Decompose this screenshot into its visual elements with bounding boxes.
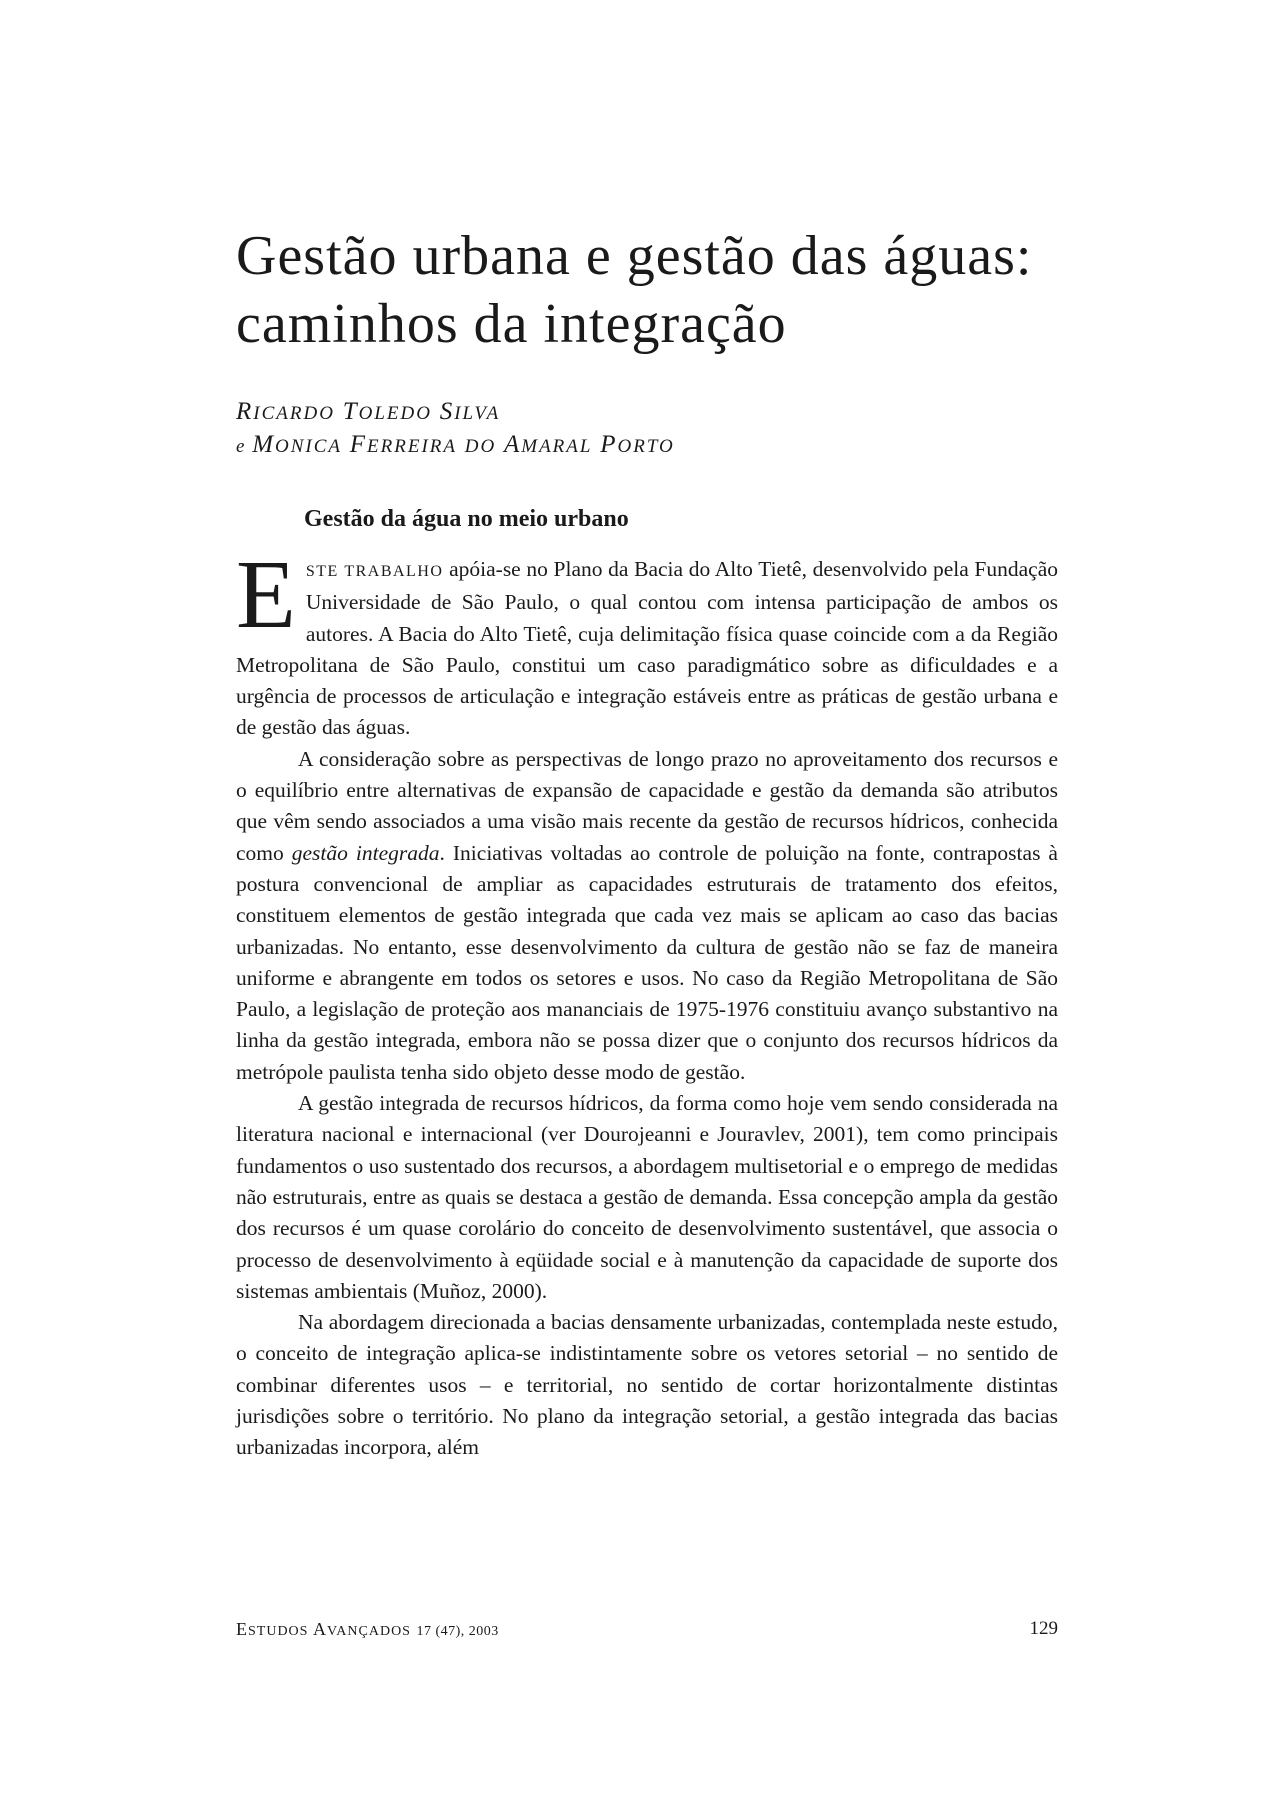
drop-cap: E bbox=[236, 541, 296, 649]
article-content bbox=[236, 222, 1058, 1464]
paragraph-4: Na abordagem direcionada a bacias densamente urbanizadas, contemplada neste estudo, o conceito de integração aplica-se indistintamente sobre os vetores setorial – no sentido de combinar diferentes usos – e territorial, no sentido de cortar horizontalmente distintas jurisdições sobre o território. No plano da integração setorial, a gestão integrada das bacias urbanizadas incorpora, além bbox=[236, 1310, 1058, 1460]
article-title bbox=[236, 222, 1058, 358]
title-line-1: Gestão urbana e gestão das águas: bbox=[236, 225, 1033, 287]
italic-term: gestão integrada bbox=[291, 840, 440, 865]
author-1: RICARDO TOLEDO SILVA bbox=[236, 398, 501, 425]
title-line-2: caminhos da integração bbox=[236, 293, 787, 355]
page-footer bbox=[236, 1614, 1058, 1644]
paragraph-1: ESTE TRABALHO apóia-se no Plano da Bacia do Alto Tietê, desenvolvido pela Fundação Universidade de São Paulo, o qual contou com intensa participação de ambos os autores. A Bacia do Alto Tietê, cuja delimitação física quase coincide com a da Região Metropolitana de São Paulo, constitui um caso paradigmático sobre as dificuldades e a urgência de processos de articulação e integração estáveis entre as práticas de gestão urbana e de gestão das águas. bbox=[236, 541, 1058, 740]
page-number: 129 bbox=[1029, 1618, 1058, 1639]
article-body bbox=[236, 541, 1058, 1464]
author-conjunction: e bbox=[236, 436, 245, 457]
author-2: e MONICA FERREIRA DO AMARAL PORTO bbox=[236, 431, 675, 458]
journal-issue: 17 (47), 2003 bbox=[416, 1624, 499, 1639]
author-list bbox=[236, 396, 1058, 462]
journal-name: ESTUDOS AVANÇADOS 17 (47), 2003 bbox=[236, 1619, 499, 1639]
paragraph-3: A gestão integrada de recursos hídricos, da forma como hoje vem sendo considerada na literatura nacional e internacional (ver Dourojeanni e Jouravlev, 2001), tem como principais fundamentos o uso sustentado dos recursos, a abordagem multisetorial e o emprego de medidas não estruturais, entre as quais se destaca a gestão de demanda. Essa concepção ampla da gestão dos recursos é um quase corolário do conceito de desenvolvimento sustentável, que associa o processo de desenvolvimento à eqüidade social e à manutenção da capacidade de suporte dos sistemas ambientais (Muñoz, 2000). bbox=[236, 1091, 1058, 1303]
paragraph-2: A consideração sobre as perspectivas de longo prazo no aproveitamento dos recursos e o equilíbrio entre alternativas de expansão de capacidade e gestão da demanda são atributos que vêm sendo associados a uma visão mais recente da gestão de recursos hídricos, conhecida como gestão integrada. Iniciativas voltadas ao controle de poluição na fonte, contrapostas à postura convencional de ampliar as capacidades estruturais de tratamento dos efeitos, constituem elementos de gestão integrada que cada vez mais se aplicam ao caso das bacias urbanizadas. No entanto, esse desenvolvimento da cultura de gestão não se faz de maneira uniforme e abrangente em todos os setores e usos. No caso da Região Metropolitana de São Paulo, a legislação de proteção aos mananciais de 1975-1976 constituiu avanço substantivo na linha da gestão integrada, embora não se possa dizer que o conjunto dos recursos hídricos da metrópole paulista tenha sido objeto desse modo de gestão. bbox=[236, 746, 1058, 1084]
section-heading: Gestão da água no meio urbano bbox=[304, 506, 629, 532]
lead-in-small-caps: STE TRABALHO bbox=[305, 563, 444, 580]
